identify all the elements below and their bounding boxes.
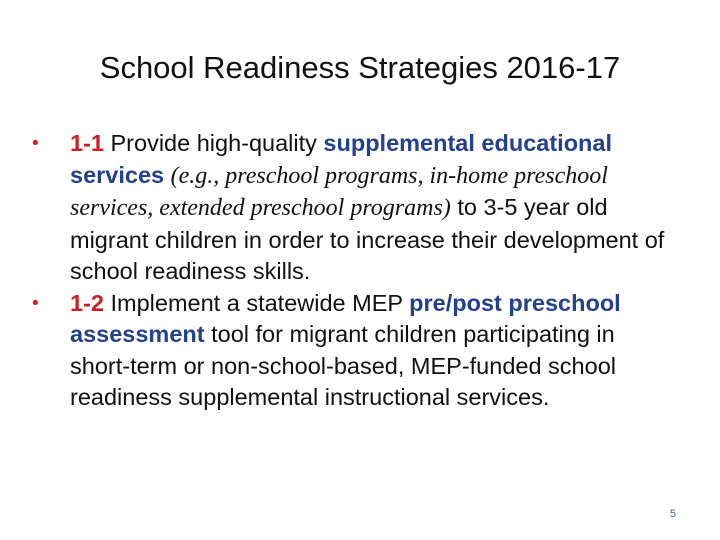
- strategy-number: 1-1: [70, 130, 104, 156]
- bullet-icon: •: [32, 292, 39, 314]
- slide-title: School Readiness Strategies 2016-17: [99, 50, 621, 85]
- strategy-number: 1-2: [70, 289, 104, 316]
- strategy-text: tool for migrant children participating in short-term or non-school-based, MEP-funded school readiness supplemental instructional services.: [70, 321, 616, 410]
- page-number: 5: [669, 508, 676, 520]
- strategy-examples: (e.g., preschool programs, in-home preschool services, extended preschool programs): [70, 162, 608, 221]
- strategy-highlight: supplemental educational services: [70, 130, 613, 188]
- strategy-1-2: [32, 288, 672, 414]
- strategy-text: Provide high-quality: [103, 130, 324, 156]
- bullet-list: [32, 128, 672, 414]
- bullet-icon: •: [32, 133, 39, 154]
- strategy-1-1: [32, 128, 672, 288]
- strategy-text: to 3-5 year old migrant children in order to increase their development of school readiness skills.: [70, 194, 665, 284]
- strategy-text: Implement a statewide MEP: [103, 289, 410, 316]
- strategy-highlight: pre/post preschool assessment: [70, 289, 621, 347]
